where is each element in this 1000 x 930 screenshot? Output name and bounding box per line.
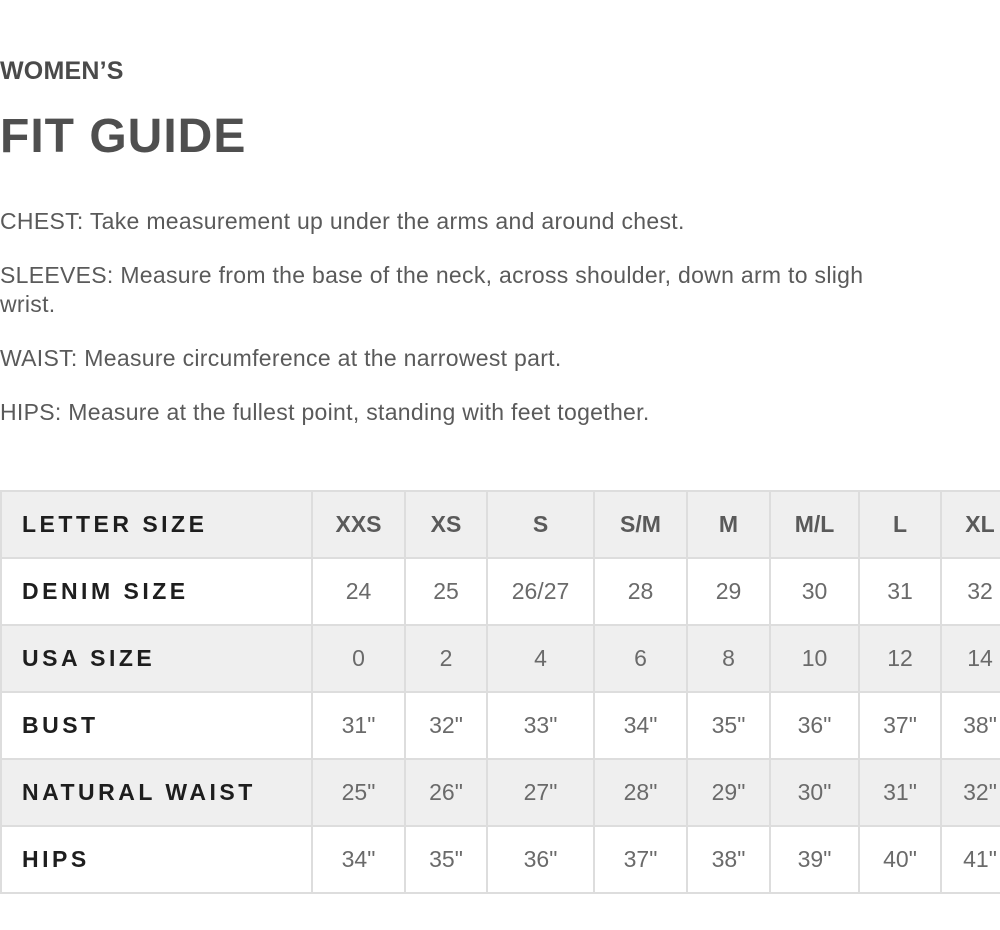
- size-cell: 25: [405, 558, 487, 625]
- size-cell: 36": [770, 692, 859, 759]
- size-cell: XS: [405, 491, 487, 558]
- size-cell: XXS: [312, 491, 405, 558]
- row-label: HIPS: [1, 826, 312, 893]
- size-cell: 39": [770, 826, 859, 893]
- size-row-usa-size: [1, 625, 1000, 692]
- size-cell: 35": [687, 692, 770, 759]
- size-row-hips: [1, 826, 1000, 893]
- size-cell: 0: [312, 625, 405, 692]
- size-cell: 25": [312, 759, 405, 826]
- size-cell: 12: [859, 625, 941, 692]
- sleeves-instruction-line-2: wrist.: [0, 291, 56, 317]
- size-cell: M: [687, 491, 770, 558]
- size-chart-table: [0, 490, 1000, 894]
- row-label: NATURAL WAIST: [1, 759, 312, 826]
- hips-instruction: HIPS: Measure at the fullest point, standing with feet together.: [0, 399, 650, 425]
- size-cell: S: [487, 491, 594, 558]
- size-cell: M/L: [770, 491, 859, 558]
- row-label: LETTER SIZE: [1, 491, 312, 558]
- size-cell: 36": [487, 826, 594, 893]
- size-cell: 31": [859, 759, 941, 826]
- chest-instruction: CHEST: Take measurement up under the arms and around chest.: [0, 208, 685, 234]
- waist-instruction: WAIST: Measure circumference at the narrowest part.: [0, 345, 562, 371]
- size-cell: 6: [594, 625, 687, 692]
- size-cell: 26/27: [487, 558, 594, 625]
- size-cell: 2: [405, 625, 487, 692]
- size-cell: 30: [770, 558, 859, 625]
- size-cell: 28": [594, 759, 687, 826]
- size-row-letter-size: [1, 491, 1000, 558]
- size-cell: XL: [941, 491, 1000, 558]
- row-label: USA SIZE: [1, 625, 312, 692]
- size-cell: L: [859, 491, 941, 558]
- size-cell: 4: [487, 625, 594, 692]
- row-label: DENIM SIZE: [1, 558, 312, 625]
- sleeves-instruction-line-1: SLEEVES: Measure from the base of the neck, across shoulder, down arm to sligh: [0, 262, 864, 288]
- row-label: BUST: [1, 692, 312, 759]
- size-cell: 32: [941, 558, 1000, 625]
- size-cell: 41": [941, 826, 1000, 893]
- size-cell: 24: [312, 558, 405, 625]
- size-cell: S/M: [594, 491, 687, 558]
- size-cell: 31": [312, 692, 405, 759]
- size-cell: 29": [687, 759, 770, 826]
- section-eyebrow: WOMEN’S: [0, 57, 124, 85]
- size-row-bust: [1, 692, 1000, 759]
- size-row-natural-waist: [1, 759, 1000, 826]
- size-cell: 8: [687, 625, 770, 692]
- size-cell: 14: [941, 625, 1000, 692]
- size-cell: 10: [770, 625, 859, 692]
- page-title: FIT GUIDE: [0, 110, 247, 163]
- size-cell: 35": [405, 826, 487, 893]
- size-cell: 26": [405, 759, 487, 826]
- size-cell: 33": [487, 692, 594, 759]
- size-cell: 34": [312, 826, 405, 893]
- size-cell: 38": [687, 826, 770, 893]
- size-cell: 28: [594, 558, 687, 625]
- size-cell: 40": [859, 826, 941, 893]
- size-cell: 32": [405, 692, 487, 759]
- sleeves-instruction: [0, 261, 1000, 319]
- size-cell: 27": [487, 759, 594, 826]
- size-cell: 38": [941, 692, 1000, 759]
- size-cell: 30": [770, 759, 859, 826]
- size-cell: 29: [687, 558, 770, 625]
- size-cell: 37": [594, 826, 687, 893]
- size-cell: 32": [941, 759, 1000, 826]
- size-cell: 31: [859, 558, 941, 625]
- size-cell: 34": [594, 692, 687, 759]
- size-cell: 37": [859, 692, 941, 759]
- size-row-denim-size: [1, 558, 1000, 625]
